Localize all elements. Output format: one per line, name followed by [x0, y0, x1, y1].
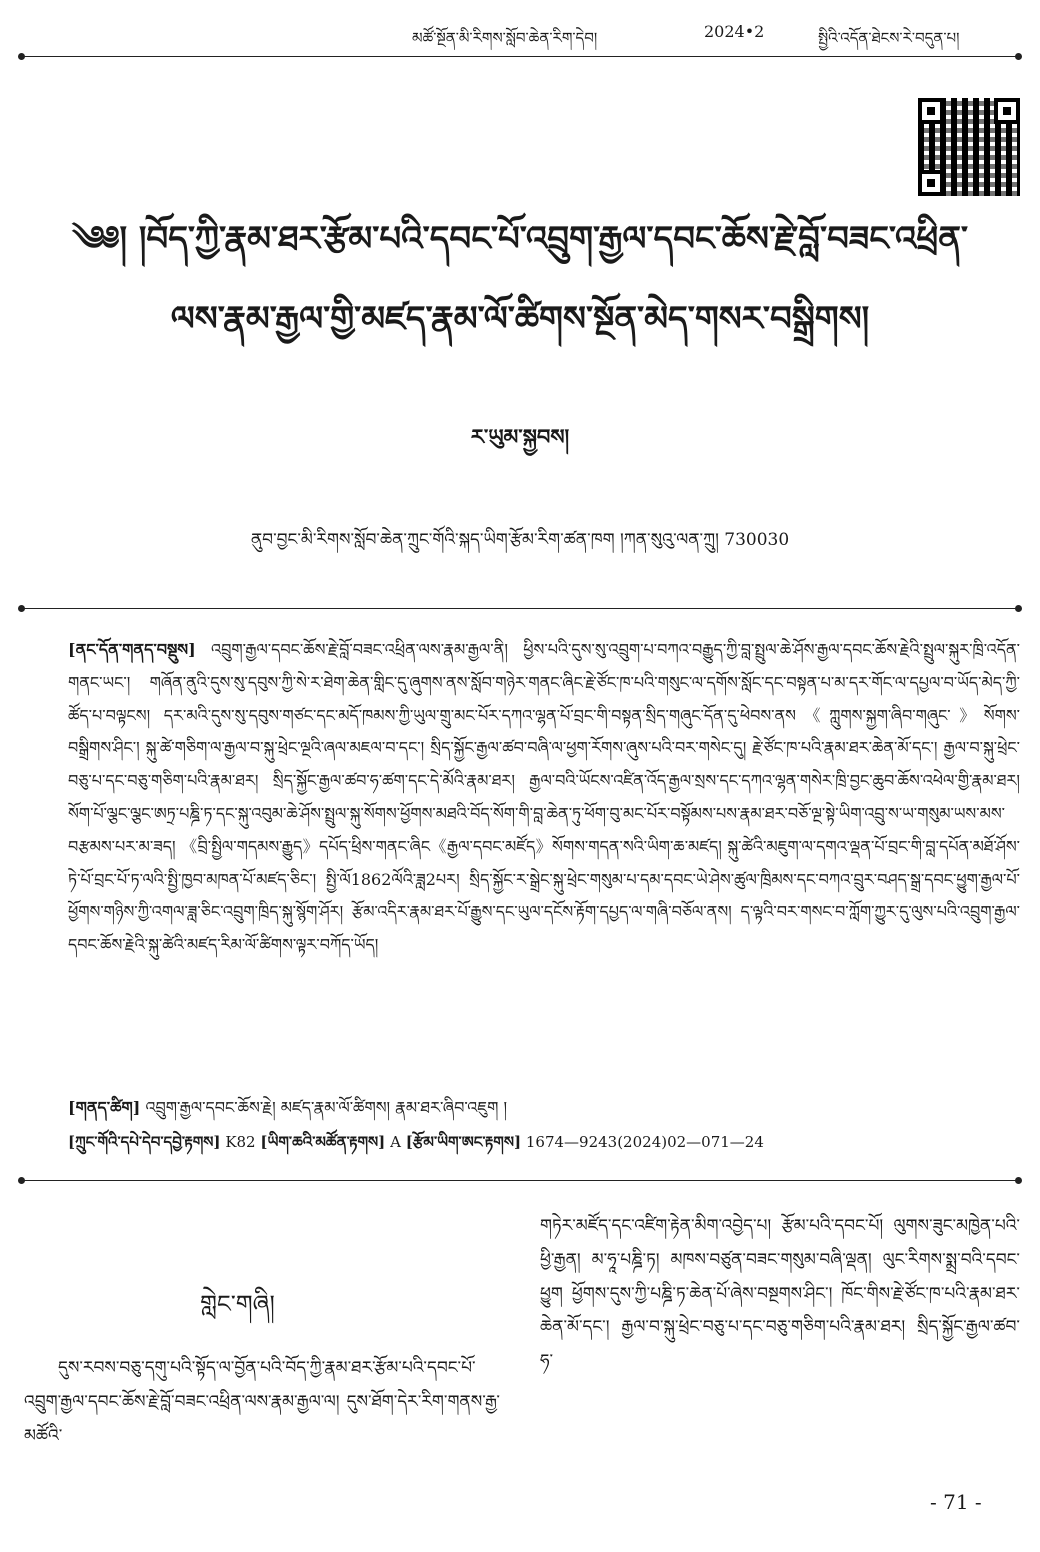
clc-value: K82: [225, 1133, 256, 1151]
issue-number: 2024•2: [704, 22, 765, 41]
author-affiliation: ནུབ་བྱང་མི་རིགས་སློབ་ཆེན་ཀྲུང་གོའི་སྐད་ཡིག་རྩོམ་རིག་ཚན་ཁག །ཀན་སུའུ་ལན་ཀྲུ། 730030: [250, 530, 790, 550]
keywords-label: [གནད་ཚིག]: [68, 1098, 141, 1117]
abstract-top-rule: [22, 608, 1020, 609]
article-id-label: [རྩོམ་ཡིག་ཨང་རྟགས]: [405, 1133, 522, 1151]
article-title-line-2: ལས་རྣམ་རྒྱལ་གྱི་མཛད་རྣམ་ལོ་ཚིགས་སྔོན་མེད་གསར་བསྒྲིགས།: [170, 299, 870, 339]
rule-dot-right: [1015, 53, 1022, 60]
body-column-right: གཏེར་མཛོད་དང་འཛིག་རྟེན་མིག་འབྱེད་པ། རྩོམ་པའི་དབང་པོ། ལུགས་ཟུང་མཁྱེན་པའི་ཕྱི་རྒྱན། མ་ཧཱ་པཎྜི་ཏ། མཁས་བཙུན་བཟང་གསུམ་བཞི་ལྡན། ལུང་རིགས་སྨྲ་བའི་དབང་ཕྱུག ཕྱོགས་དུས་ཀྱི་པཎྜི་ཏ་ཆེན་པོ་ཞེས་བསྔགས་ཤིང་། ཁོང་གིས་རྗེ་ཙོང་ཁ་པའི་རྣམ་ཐར་ཆེན་མོ་དང་། རྒྱལ་བ་སྐུ་ཕྲེང་བཅུ་པ་དང་བཅུ་གཅིག་པའི་རྣམ་ཐར། སྲིད་སྐྱོང་རྒྱལ་ཚབ་ཧ་: [540, 1216, 1020, 1372]
rule-dot-left: [18, 605, 25, 612]
abstract: [68, 634, 1020, 962]
author-name: ར་ཡུམ་སྐྱབས།: [470, 424, 570, 449]
doc-code-value: A: [390, 1133, 401, 1151]
rule-dot-right: [1015, 605, 1022, 612]
doc-code-label: [ཡིག་ཆའི་མཚོན་རྟགས]: [260, 1133, 386, 1151]
keywords-text: འབྲུག་རྒྱལ་དབང་ཆོས་རྗེ། མཛད་རྣམ་ལོ་ཚིགས། རྣམ་ཐར་ཞིབ་འཇུག །: [145, 1098, 507, 1117]
body-column-left: དུས་རབས་བཅུ་དགུ་པའི་སྟོད་ལ་བྱོན་པའི་བོད་ཀྱི་རྣམ་ཐར་རྩོམ་པའི་དབང་པོ་འབྲུག་རྒྱལ་དབང་ཆོས་རྗེ་བློ་བཟང་འཕྲིན་ལས་རྣམ་རྒྱལ་ལ། དུས་ཐོག་དེར་རིག་གནས་རྒྱ་མཚོའི་: [24, 1358, 500, 1446]
header-rule: [22, 56, 1020, 57]
journal-name: མཚོ་སྔོན་མི་རིགས་སློབ་ཆེན་རིག་དེབ།: [412, 29, 598, 47]
qr-finder-icon: [918, 170, 944, 196]
section-title: གླེང་གཞི།: [200, 1290, 275, 1318]
abstract-bottom-rule: [22, 1180, 1020, 1181]
rule-dot-left: [18, 53, 25, 60]
rule-dot-right: [1015, 1177, 1022, 1184]
abstract-text: འབྲུག་རྒྱལ་དབང་ཆོས་རྗེ་བློ་བཟང་འཕྲིན་ལས་རྣམ་རྒྱལ་ནི། ཕྱིས་པའི་དུས་སུ་འབྲུག་པ་བཀའ་བརྒྱུད་ཀྱི་བླ་སྤྲུལ་ཆེ་ཤོས་རྒྱལ་དབང་ཆོས་རྗེའི་སྤྲུལ་སྐུར་ཁྲི་འདོན་གནང་ཡང་། གཞོན་ནུའི་དུས་སུ་དབུས་ཀྱི་སེ་ར་ཐེག་ཆེན་གླིང་དུ་ཞུགས་ནས་སློབ་གཉེར་གནང་ཞིང་རྗེ་ཙོང་ཁ་པའི་གསུང་ལ་དགོས་སློང་དང་བསྟན་པ་མ་དར་གོང་ལ་དཔྱལ་བ་ཡོད་མེད་ཀྱི་ཚོད་པ་བལྟངས། དར་མའི་དུས་སུ་དབུས་གཙང་དང་མདོ་ཁམས་ཀྱི་ཡུལ་གྲུ་མང་པོར་དཀའ་ལྷན་པོ་བྲང་གི་བསྟན་སྲིད་གཞུང་དོན་དུ་ཕེབས་ནས《ཀླུགས་སྐྱག་ཞིབ་གཞུང་》སོགས་བསྒྲིགས་ཤིང་། སྐུ་ཚེ་གཅིག་ལ་རྒྱལ་བ་སྐུ་ཕྲེང་ལྔའི་ཞལ་མཇལ་བ་དང་། སྲིད་སྐྱོང་རྒྱལ་ཚབ་བཞི་ལ་ཕྱག་རོགས་ཞུས་པའི་བར་གསེང་དུ། རྗེ་ཙོང་ཁ་པའི་རྣམ་ཐར་ཆེན་མོ་དང་། རྒྱལ་བ་སྐུ་ཕྲེང་བཅུ་པ་དང་བཅུ་གཅིག་པའི་རྣམ་ཐར། སྲིད་སྐྱོང་རྒྱལ་ཚབ་ཧ་ཚག་དང་དེ་མོའི་རྣམ་ཐར། རྒྱལ་བའི་ཡོངས་འཛིན་འོད་རྒྱལ་སྲས་དང་དཀའ་ལྷན་གསེར་ཁྲི་བྱང་ཆུབ་ཆོས་འཕེལ་གྱི་རྣམ་ཐར། སོག་པོ་ལྕང་ལྕང་ཨཏྲ་པཎྜི་ཏ་དང་སྐུ་འབུམ་ཆེ་ཤོས་སྤྲུལ་སྐུ་སོགས་ཕྱོགས་མཐའི་བོད་སོག་གི་བླ་ཆེན་ཏུ་ཕོག་བུ་མང་པོར་བསྟོམས་པས་རྣམ་ཐར་བཅོ་ལྔ་སྟེ་ཡིག་འབྲུ་ས་ཡ་གསུམ་ཡས་མས་བརྩམས་པར་མ་ཟད། 《བྲི་སྤྱིལ་གདམས་རྒྱུད》དཔོད་ཕྲིས་གནང་ཞིང《རྒྱལ་དབང་མཛོད》སོགས་གདན་སའི་ཡིག་ཆ་མཛད། སྐུ་ཚེའི་མཇུག་ལ་དགའ་ལྡན་པོ་བྲང་གི་བླ་དཔོན་མཐོ་ཤོས་ཏེ་པོ་བྲང་པོ་ཏ་ལའི་སྤྱི་ཁྱབ་མཁན་པོ་མཛད་ཅིང་། སྤྱི་ལོ1862ལོའི་ཟླ2པར། སྲིད་སྐྱོང་ར་སྒྲེང་སྐུ་ཕྲེང་གསུམ་པ་དམ་དབང་ཡེ་ཤེས་ཚུལ་ཁྲིམས་དང་བཀའ་བྲུར་བཤད་སྒྲ་དབང་ཕྱུག་རྒྱལ་པོ་ཕྱོགས་གཉིས་ཀྱི་འགལ་ཟླ་ཅིང་འབྲུག་ཁྲིད་སྐུ་སྙོག་ཤོར། རྩོམ་འདིར་རྣམ་ཐར་པོ་རྒྱུས་དང་ཡུལ་དངོས་རྟོག་དཔྱད་ལ་གཞི་བཅོལ་ནས། ད་ལྟའི་བར་གསང་བ་ཀློག་ཀྱུར་དུ་ལུས་པའི་འབྲུག་རྒྱལ་དབང་ཆོས་རྗེའི་སྐུ་ཚེའི་མཛད་རིམ་ལོ་ཚིགས་ལྟར་བཀོད་ཡོད།: [68, 640, 1020, 955]
abstract-label: [ནང་དོན་གནད་བསྡུས]: [68, 640, 196, 659]
qr-finder-icon: [918, 98, 944, 124]
clc-label: [ཀྲུང་གོའི་དཔེ་དེབ་དབྱེ་རྟགས]: [68, 1133, 221, 1151]
article-id-value: 1674—9243(2024)02—071—24: [525, 1133, 764, 1151]
page-number: - 71 -: [930, 1490, 982, 1514]
article-title-line-1: ༄༅། །བོད་ཀྱི་རྣམ་ཐར་རྩོམ་པའི་དབང་པོ་འབྲུག་རྒྱལ་དབང་ཆོས་རྗེ་བློ་བཟང་འཕྲིན་: [71, 219, 969, 259]
qr-code: [918, 98, 1020, 196]
header-section: སྤྱིའི་འདོན་ཐེངས་རེ་བདུན་པ།: [818, 29, 960, 47]
qr-finder-icon: [994, 98, 1020, 124]
rule-dot-left: [18, 1177, 25, 1184]
classification-line: [68, 1126, 764, 1168]
